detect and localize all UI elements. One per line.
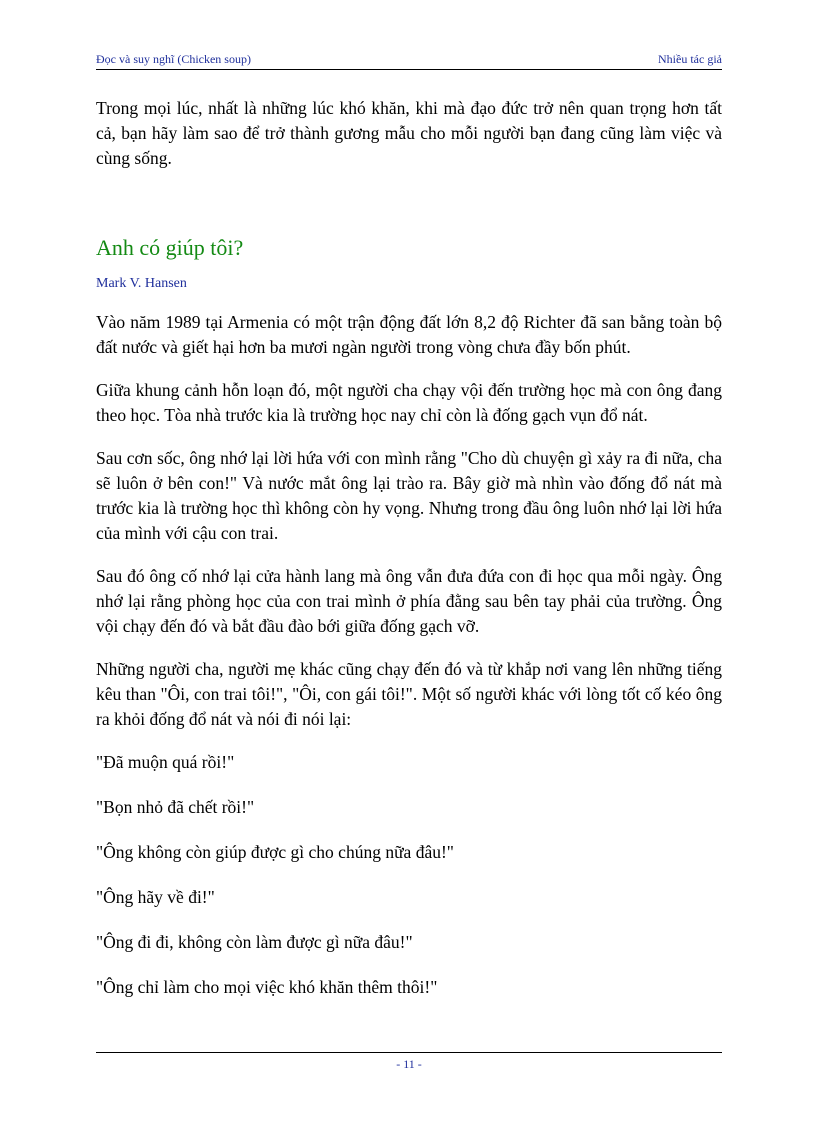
story-paragraph: Những người cha, người mẹ khác cũng chạy đến đó và từ khắp nơi vang lên những tiếng kêu than "Ôi, con trai tôi!", "Ôi, con gái tôi!". Một số người khác với lòng tốt cố kéo ông ra khỏi đống đổ nát và nói đi nói lại: (96, 659, 722, 729)
page-content (96, 96, 722, 1020)
story-author: Mark V. Hansen (96, 276, 187, 291)
page-header (96, 51, 722, 67)
page-number: - 11 - (396, 1057, 422, 1071)
quote-line: "Ông chỉ làm cho mọi việc khó khăn thêm thôi!" (96, 977, 438, 997)
story-paragraph: Sau đó ông cố nhớ lại cửa hành lang mà ông vẫn đưa đứa con đi học qua mỗi ngày. Ông nhớ lại rằng phòng học của con trai mình ở phía đằng sau bên tay phải của trường. Ông vội chạy đến đó và bắt đầu đào bới giữa đống gạch vỡ. (96, 566, 722, 636)
header-author: Nhiều tác giả (658, 52, 722, 66)
story-title: Anh có giúp tôi? (96, 235, 244, 260)
quote-line: "Ông đi đi, không còn làm được gì nữa đâu!" (96, 932, 413, 952)
footer-divider (96, 1052, 722, 1053)
story-paragraph: Vào năm 1989 tại Armenia có một trận động đất lớn 8,2 độ Richter đã san bằng toàn bộ đất nước và giết hại hơn ba mươi ngàn người trong vòng chưa đầy bốn phút. (96, 312, 722, 357)
quote-line: "Đã muộn quá rồi!" (96, 752, 235, 772)
header-book-title: Đọc và suy nghĩ (Chicken soup) (96, 52, 251, 66)
story-paragraph: Sau cơn sốc, ông nhớ lại lời hứa với con mình rằng "Cho dù chuyện gì xảy ra đi nữa, cha sẽ luôn ở bên con!" Và nước mắt ông lại trào ra. Bây giờ mà nhìn vào đống đổ nát mà trước kia là trường học thì không còn hy vọng. Nhưng trong đầu ông luôn nhớ lại lời hứa của mình với cậu con trai. (96, 448, 722, 543)
quote-line: "Ông hãy về đi!" (96, 887, 215, 907)
quote-line: "Ông không còn giúp được gì cho chúng nữa đâu!" (96, 842, 454, 862)
story-paragraph: Giữa khung cảnh hỗn loạn đó, một người cha chạy vội đến trường học mà con ông đang theo học. Tòa nhà trước kia là trường học nay chỉ còn là đống gạch vụn đổ nát. (96, 380, 722, 425)
header-divider (96, 69, 722, 70)
quote-line: "Bọn nhỏ đã chết rồi!" (96, 797, 255, 817)
story-body (96, 310, 722, 1000)
intro-paragraph: Trong mọi lúc, nhất là những lúc khó khăn, khi mà đạo đức trở nên quan trọng hơn tất cả, bạn hãy làm sao để trở thành gương mẫu cho mỗi người bạn đang cũng làm việc và cùng sống. (96, 98, 722, 168)
